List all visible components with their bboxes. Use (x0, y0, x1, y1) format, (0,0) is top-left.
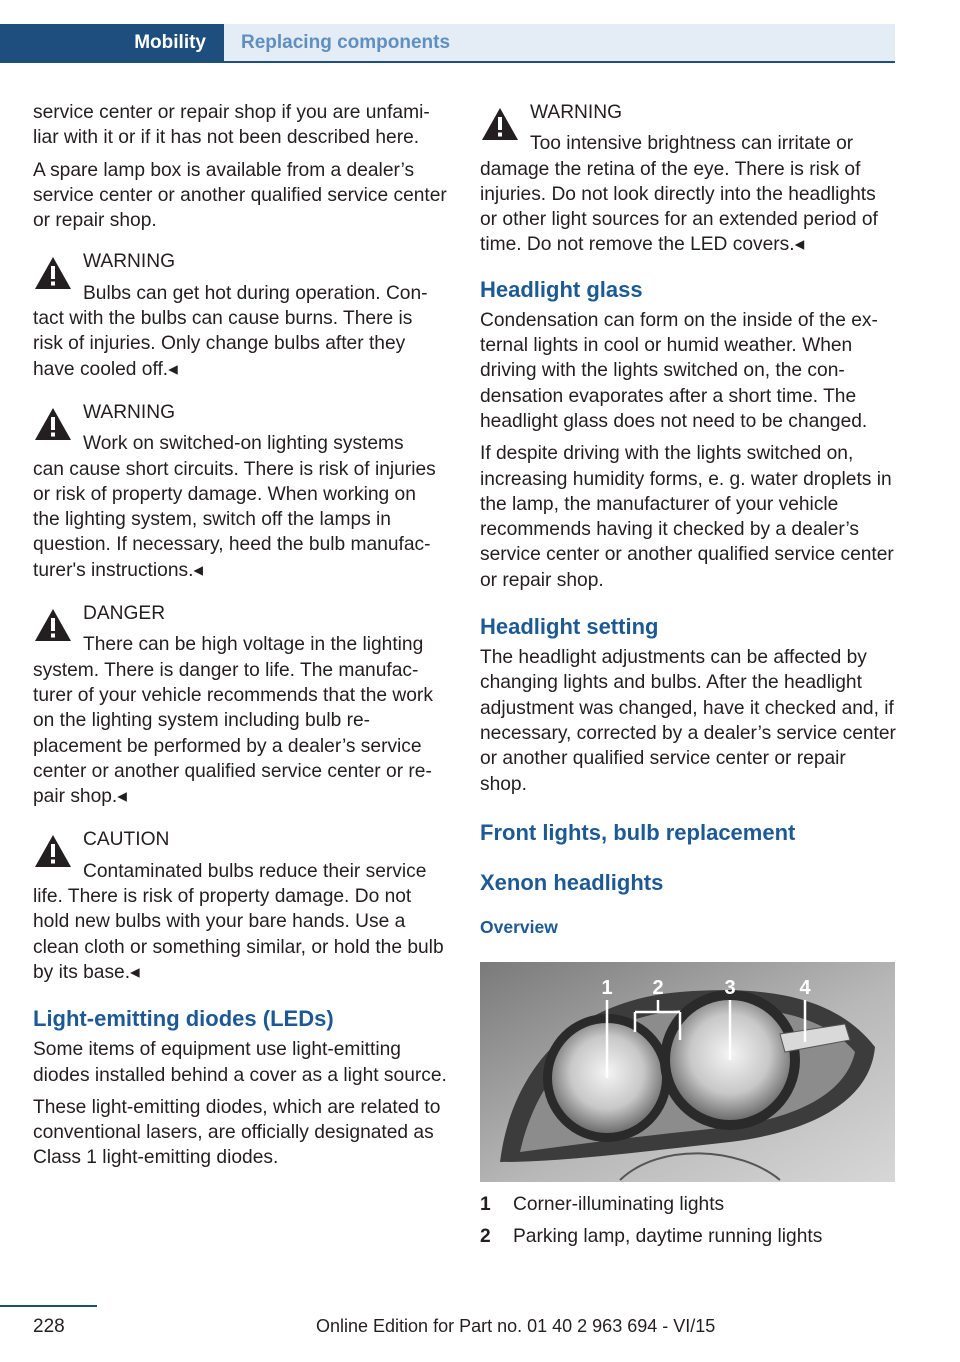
legend-item (480, 1192, 896, 1217)
warning-block (33, 400, 447, 583)
paragraph: A spare lamp box is available from a dealer’s service center or another qualified service center or repair shop. (33, 159, 447, 232)
legend-text: Corner-illuminating lights (513, 1194, 725, 1216)
warning-text: system. There is danger to life. The manufacturer of your vehicle recommends that the work on the lighting system including bulb replacement be performed by a dealer’s service center or another qualified service center or repair shop.◂ (33, 659, 433, 808)
danger-block (33, 601, 447, 809)
warning-triangle-icon (33, 406, 73, 442)
warning-first-line: There can be high voltage in the lighting (83, 634, 424, 656)
right-column (480, 100, 896, 1257)
paragraph: If despite driving with the lights switched on, increasing humidity forms, e. g. water droplets in the lamp, the manufacturer of your vehicle recommends having it checked by a dealer’s service center or another qualified service center or repair shop. (480, 443, 894, 591)
paragraph: Some items of equipment use light-emitting diodes installed behind a cover as a light source. (33, 1039, 447, 1086)
photo-callout-1: 1 (601, 977, 613, 1000)
warning-triangle-icon (33, 607, 73, 643)
warning-triangle-icon (33, 833, 73, 869)
photo-callout-2: 2 (652, 977, 664, 1000)
page-header (0, 0, 960, 62)
legend-item (480, 1224, 896, 1249)
warning-type: WARNING (83, 401, 176, 423)
headlight-illustration (480, 962, 895, 1182)
section-tab-mobility: Mobility (0, 24, 224, 62)
left-column (33, 100, 447, 1178)
section-heading: Light-emitting diodes (LEDs) (33, 1006, 334, 1032)
warning-triangle-icon (33, 255, 73, 291)
photo-callout-3: 3 (724, 977, 736, 1000)
warning-first-line: Contaminated bulbs reduce their service (83, 860, 427, 882)
legend-number: 2 (480, 1226, 491, 1248)
warning-block (33, 249, 447, 381)
warning-type: DANGER (83, 603, 166, 625)
section-heading: Headlight glass (480, 276, 643, 302)
paragraph: service center or repair shop if you are unfamiliar with it or if it has not been described here. (33, 102, 430, 149)
warning-first-line: Too intensive brightness can irritate or (530, 133, 854, 155)
warning-type: WARNING (530, 102, 623, 123)
section-heading: Headlight setting (480, 614, 659, 640)
warning-text: damage the retina of the eye. There is risk of injuries. Do not look directly into the headlights or other light sources for an extended period of time. Do not remove the LED covers.◂ (480, 158, 878, 256)
page-number: 228 (33, 1316, 65, 1337)
headlight-photo (480, 962, 895, 1182)
warning-text: tact with the bulbs can cause burns. There is risk of injuries. Only change bulbs after they have cooled off.◂ (33, 308, 413, 380)
photo-callout-4: 4 (799, 977, 811, 1000)
warning-first-line: Bulbs can get hot during operation. Con- (83, 282, 428, 304)
warning-triangle-icon (480, 106, 520, 142)
section-tab-replacing-components: Replacing components (224, 24, 895, 62)
warning-text: can cause short circuits. There is risk of injuries or risk of property damage. When working on the lighting system, switch off the lamps in question. If necessary, heed the bulb manufacturer's instructions.◂ (33, 458, 436, 581)
warning-text: life. There is risk of property damage. Do not hold new bulbs with your bare hands. Use a clean cloth or something similar, or hold the bulb by its base.◂ (33, 886, 444, 983)
warning-type: WARNING (83, 251, 176, 273)
section-heading: Front lights, bulb replacement (480, 819, 796, 845)
minor-heading: Overview (480, 916, 558, 937)
footer-rule (0, 1305, 97, 1307)
warning-block (480, 100, 896, 258)
paragraph: The headlight adjustments can be affected by changing lights and bulbs. After the headlight adjustment was changed, have it checked and, if necessary, corrected by a dealer’s service center or another qualified service center or repair shop. (480, 647, 896, 795)
paragraph: These light-emitting diodes, which are related to conventional lasers, are officially designated as Class 1 light-emitting diodes. (33, 1096, 441, 1169)
caution-block (33, 827, 447, 985)
warning-first-line: Work on switched-on lighting systems (83, 433, 404, 455)
header-rule (0, 61, 895, 63)
warning-type: CAUTION (83, 829, 170, 851)
legend-number: 1 (480, 1194, 491, 1216)
subsection-heading: Xenon headlights (480, 869, 664, 895)
paragraph: Condensation can form on the inside of the external lights in cool or humid weather. When driving with the lights switched on, the condensation evaporates after a short time. The headlight glass does not need to be changed. (480, 309, 878, 432)
edition-note: Online Edition for Part no. 01 40 2 963 694 - VI/15 (316, 1316, 716, 1336)
legend-text: Parking lamp, daytime running lights (513, 1226, 823, 1248)
